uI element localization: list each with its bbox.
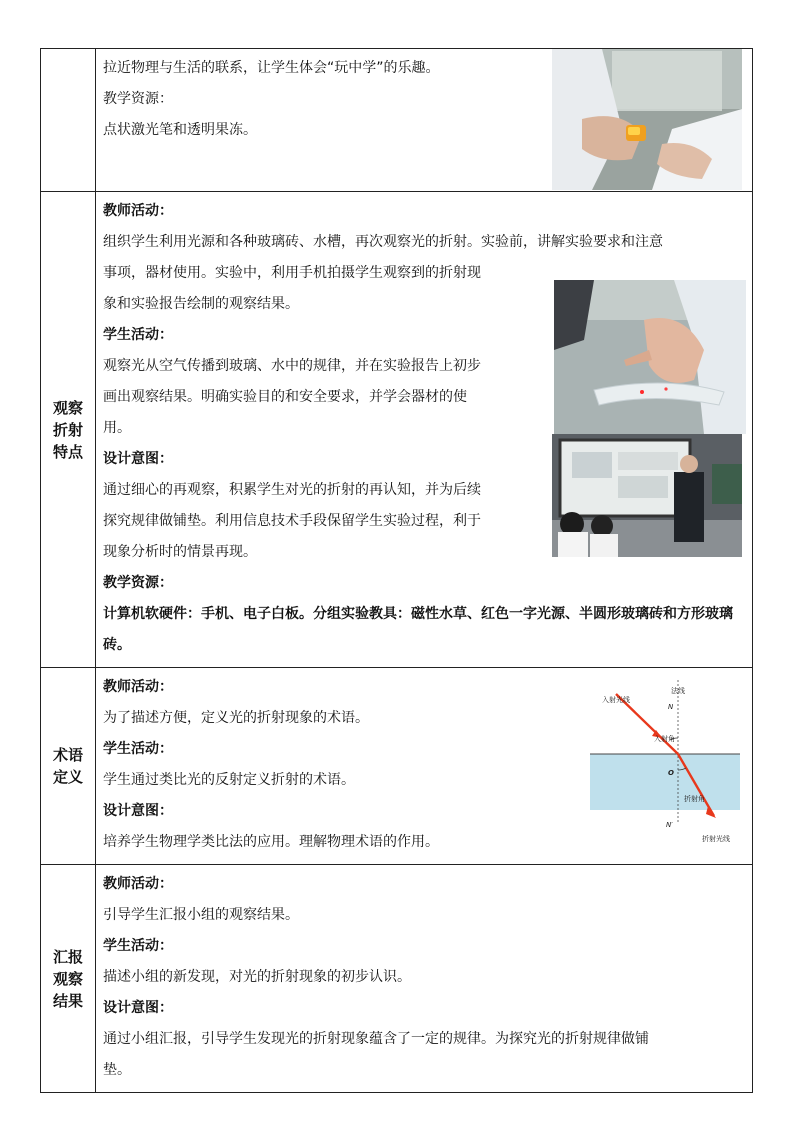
row-label	[41, 668, 96, 865]
label-refracted-angle: 折射角	[684, 795, 705, 803]
row-label	[41, 865, 96, 1093]
student-heading: 学生活动：	[103, 938, 173, 954]
text-line: 通过小组汇报，引导学生发现光的折射现象蕴含了一定的规律。为探究光的折射规律做铺	[103, 1031, 649, 1047]
label-incident-angle: 入射角	[654, 735, 675, 743]
text-line: 事项，器材使用。实验中，利用手机拍摄学生观察到的折射现	[103, 265, 481, 281]
label-incident-ray: 入射光线	[602, 696, 630, 704]
row-report	[41, 865, 753, 1093]
row-content	[96, 192, 753, 668]
label-normal: 法线	[671, 687, 685, 695]
row-content	[96, 49, 753, 192]
resource-heading: 教学资源：	[103, 575, 173, 591]
row-label	[41, 192, 96, 668]
row-observe	[41, 192, 753, 668]
row-label-text: 观察折射特点	[52, 398, 83, 461]
teacher-heading: 教师活动：	[103, 203, 173, 219]
design-heading: 设计意图：	[103, 803, 173, 819]
photo-jelly-laser	[552, 49, 742, 190]
resource-text: 计算机软硬件：手机、电子白板。分组实验教具：磁性水草、红色一字光源、半圆形玻璃砖和方形玻璃砖。	[103, 606, 733, 653]
text-line: 现象分析时的情景再现。	[103, 544, 257, 560]
text-line: 探究规律做铺垫。利用信息技术手段保留学生实验过程，利于	[103, 513, 481, 529]
label-n-prime: N′	[666, 821, 673, 829]
text-line: 垫。	[103, 1062, 131, 1078]
label-n: N	[668, 703, 674, 711]
student-heading: 学生活动：	[103, 741, 173, 757]
text-line: 点状激光笔和透明果冻。	[103, 122, 257, 138]
row-label	[41, 49, 96, 192]
text-line: 引导学生汇报小组的观察结果。	[103, 907, 299, 923]
label-o: O	[668, 769, 674, 777]
row-content	[96, 668, 753, 865]
student-heading: 学生活动：	[103, 327, 173, 343]
row-terms	[41, 668, 753, 865]
text-line: 学生通过类比光的反射定义折射的术语。	[103, 772, 355, 788]
text-line: 拉近物理与生活的联系，让学生体会“玩中学”的乐趣。	[103, 60, 440, 76]
text-line: 描述小组的新发现，对光的折射现象的初步认识。	[103, 969, 411, 985]
row-label-text: 术语定义	[52, 746, 83, 786]
text-line: 为了描述方便，定义光的折射现象的术语。	[103, 710, 369, 726]
lesson-plan-table	[40, 48, 753, 1093]
text-line: 象和实验报告绘制的观察结果。	[103, 296, 299, 312]
photo-hand-glass-block	[554, 280, 746, 434]
design-heading: 设计意图：	[103, 451, 173, 467]
row-intro	[41, 49, 753, 192]
row-label-text: 汇报观察结果	[52, 947, 83, 1010]
design-heading: 设计意图：	[103, 1000, 173, 1016]
teacher-heading: 教师活动：	[103, 876, 173, 892]
photo-classroom-whiteboard	[552, 434, 742, 557]
refraction-diagram	[562, 672, 742, 842]
text-line: 观察光从空气传播到玻璃、水中的规律，并在实验报告上初步	[103, 358, 481, 374]
text-line: 通过细心的再观察，积累学生对光的折射的再认知，并为后续	[103, 482, 481, 498]
teacher-heading: 教师活动：	[103, 679, 173, 695]
label-refracted-ray: 折射光线	[702, 835, 730, 843]
row-content	[96, 865, 753, 1093]
text-line: 培养学生物理学类比法的应用。理解物理术语的作用。	[103, 834, 439, 850]
text-line: 用。	[103, 420, 131, 436]
text-line: 组织学生利用光源和各种玻璃砖、水槽，再次观察光的折射。实验前，讲解实验要求和注意	[103, 234, 663, 250]
text-line: 画出观察结果。明确实验目的和安全要求，并学会器材的使	[103, 389, 467, 405]
text-line: 教学资源：	[103, 91, 173, 107]
